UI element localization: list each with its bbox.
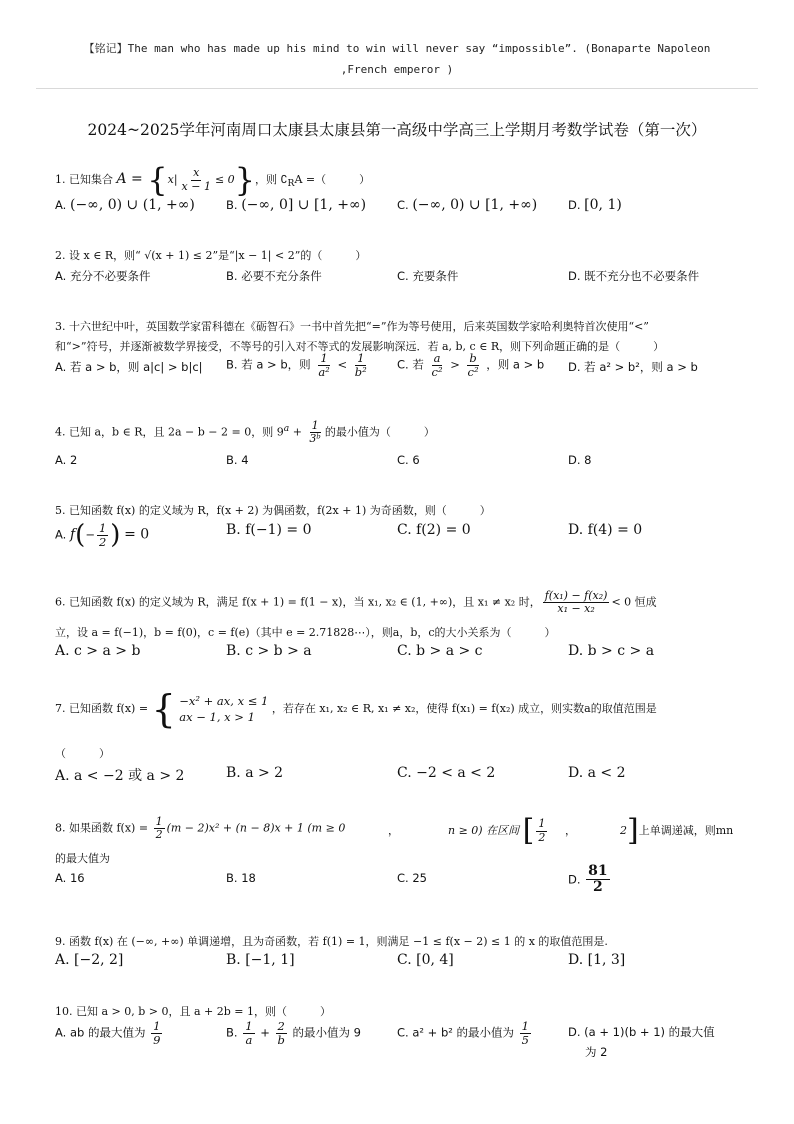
q8-two: 2 — [620, 824, 627, 837]
fraction — [543, 590, 610, 615]
question-7 — [55, 687, 657, 731]
num: 81 — [588, 863, 608, 879]
den: a — [245, 1032, 253, 1047]
opt-label: A. — [55, 1025, 67, 1040]
fraction — [316, 352, 331, 378]
opt-label: C. — [397, 1025, 409, 1040]
den: 2 — [155, 828, 163, 842]
motto-line-2: ,French emperor ) — [340, 63, 454, 76]
num: 1 — [357, 351, 365, 365]
q4-stem: 4. 已知 a，b ∈ R，且 2a − b − 2 = 0，则 9 — [55, 425, 284, 439]
q8-comma: ， — [388, 824, 399, 837]
q1-den: x − 1 — [181, 179, 211, 193]
q2-option-a[interactable]: A. 充分不必要条件 — [55, 269, 151, 283]
num: f(x₁) − f(x₂) — [544, 589, 608, 602]
den: 2 — [538, 830, 546, 844]
question-2: 2. 设 x ∈ R，则“ √(x + 1) ≤ 2”是“|x − 1| < 2”的（ ） — [55, 249, 367, 262]
right-paren: ) — [110, 520, 121, 551]
fraction — [243, 1020, 254, 1046]
q1-option-b[interactable] — [226, 197, 366, 213]
question-5: 5. 已知函数 f(x) 的定义域为 R，f(x + 2) 为偶函数，f(2x + 1) 为奇函数，则（ ） — [55, 504, 491, 517]
fraction — [154, 816, 165, 841]
opt-value: D. f(4) = 0 — [568, 522, 643, 538]
q2-option-d[interactable]: D. 既不充分也不必要条件 — [568, 269, 700, 283]
q2-option-b[interactable]: B. 必要不充分条件 — [226, 269, 322, 283]
q3-option-c[interactable] — [397, 352, 544, 378]
opt-label: B. — [226, 198, 238, 212]
q9-option-a[interactable] — [55, 952, 123, 968]
fraction — [520, 1020, 531, 1046]
num: 1 — [311, 419, 319, 432]
q1-stem: 1. 已知集合 — [55, 173, 113, 186]
q5-option-a[interactable]: A. f(− $\frac{1}{2}$ ) = 0 — [55, 520, 150, 551]
left-bracket: [ — [522, 813, 535, 848]
q1-post2: A =（ ） — [294, 173, 371, 186]
opt-value: A. a < −2 或 a > 2 — [55, 768, 185, 784]
q4-option-b[interactable]: B. 4 — [226, 453, 249, 467]
opt-value: D. [1, 3] — [568, 952, 626, 968]
q1-post: ，则 ∁ — [255, 173, 288, 186]
q8-option-a[interactable]: A. 16 — [55, 871, 85, 885]
q2-option-c[interactable]: C. 充要条件 — [397, 269, 459, 283]
question-8 — [55, 816, 345, 841]
q4-exp: a — [283, 422, 290, 434]
den: 5 — [521, 1032, 529, 1047]
opt-value: (−∞, 0] ∪ [1, +∞) — [241, 197, 367, 213]
fraction — [466, 352, 481, 378]
den: 3ᵇ — [309, 432, 321, 446]
num: 1 — [320, 351, 328, 365]
op: > — [450, 357, 460, 372]
q1-option-a[interactable] — [55, 197, 195, 213]
fraction — [307, 420, 322, 445]
opt-text: a² + b² 的最小值为 — [412, 1025, 515, 1040]
piecewise — [179, 693, 268, 725]
q6-option-c[interactable] — [397, 643, 483, 659]
opt-text: C. 若 — [397, 357, 424, 372]
q1-option-d[interactable] — [568, 197, 622, 213]
q3-option-a[interactable]: A. 若 a > b，则 a|c| > b|c| — [55, 360, 203, 374]
q3-option-d[interactable]: D. 若 a² > b²，则 a > b — [568, 360, 698, 374]
q4-plus: + — [289, 425, 306, 439]
opt-text-line-1: (a + 1)(b + 1) 的最大值 — [584, 1025, 715, 1039]
num: 1 — [538, 817, 546, 831]
fraction — [430, 352, 445, 378]
fraction — [353, 352, 369, 378]
opt-value: C. [0, 4] — [397, 952, 454, 968]
q4-option-c[interactable]: C. 6 — [397, 453, 420, 467]
q9-option-d[interactable] — [568, 952, 625, 968]
opt-label: A. — [55, 198, 67, 212]
q10-option-b[interactable] — [226, 1020, 361, 1046]
opt-label: D. — [568, 198, 581, 212]
left-brace: { — [147, 161, 168, 199]
num: 1 — [155, 815, 163, 828]
num: 1 — [153, 1019, 161, 1033]
num: 1 — [245, 1019, 253, 1033]
q3-option-b[interactable] — [226, 352, 371, 378]
opt-value: B. f(−1) = 0 — [226, 522, 312, 538]
question-7-line-2: （ ） — [55, 747, 110, 760]
q1-option-c[interactable] — [397, 197, 537, 213]
question-9: 9. 函数 f(x) 在 (−∞, +∞) 单调递增，且为奇函数，若 f(1) = 1，则满足 −1 ≤ f(x − 2) ≤ 1 的 x 的取值范围是. — [55, 935, 608, 948]
q4-option-a[interactable]: A. 2 — [55, 453, 78, 467]
q1-var: x| — [167, 173, 178, 186]
q8-expr: (m − 2)x² + (n − 8)x + 1 (m ≥ 0 — [166, 821, 346, 835]
num: 1 — [98, 521, 107, 535]
q1-set-name: A = — [116, 171, 148, 187]
den: b² — [354, 364, 367, 379]
page-title: 2024~2025学年河南周口太康县太康县第一高级中学高三上学期月考数学试卷（第一次） — [87, 121, 707, 139]
opt-value: D. b > c > a — [568, 643, 655, 659]
fraction — [275, 1020, 286, 1046]
den: b — [277, 1032, 285, 1047]
opt-value: (−∞, 0) ∪ (1, +∞) — [69, 197, 195, 213]
opt-value: B. c > b > a — [226, 643, 312, 659]
num: 1 — [521, 1019, 529, 1033]
piece-1: −x² + ax, x ≤ 1 — [179, 694, 269, 708]
divider — [36, 88, 758, 89]
piece-2: ax − 1, x > 1 — [179, 710, 255, 724]
den: x₁ − x₂ — [557, 602, 595, 616]
q1-sub: R — [287, 178, 295, 190]
question-8-line-2: 的最大值为 — [55, 852, 110, 865]
den: a² — [318, 364, 330, 379]
q6-post: < 0 恒成 — [611, 595, 657, 609]
q1-le: ≤ 0 — [214, 173, 235, 186]
fraction — [586, 864, 609, 896]
q6-stem: 6. 已知函数 f(x) 的定义域为 R，满足 f(x + 1) = f(1 − x)，当 x₁, x₂ ∈ (1, +∞)，且 x₁ ≠ x₂ 时， — [55, 595, 541, 609]
opt-value: C. b > a > c — [397, 643, 483, 659]
q6-option-a[interactable] — [55, 643, 140, 659]
q8-n: n ≥ 0) 在区间 — [448, 824, 520, 837]
q7-option-c[interactable] — [397, 765, 495, 781]
q8-tail — [620, 813, 734, 848]
q5-option-d[interactable] — [568, 522, 642, 538]
q8-option-c[interactable]: C. 25 — [397, 871, 427, 885]
opt-value: D. a < 2 — [568, 765, 626, 781]
q8-option-d[interactable] — [568, 864, 612, 896]
q1-num: x — [193, 166, 200, 180]
opt-text: ab 的最大值为 — [69, 1025, 146, 1040]
opt-text: B. 若 a > b，则 — [226, 357, 311, 372]
opt-value: B. [−1, 1] — [226, 952, 295, 968]
q7-option-b[interactable] — [226, 765, 283, 781]
right-brace: } — [234, 161, 256, 199]
q8-stem: 8. 如果函数 f(x) = — [55, 821, 149, 835]
q8-post: 上单调递减，则mn — [638, 824, 734, 837]
opt-text-line-2: 为 2 — [585, 1045, 608, 1059]
question-3-line-1: 3. 十六世纪中叶，英国数学家雷科德在《砺智石》一书中首先把“=”作为等号使用，后来英国数学家哈利奥特首次使用“<” — [55, 320, 649, 333]
q7-option-d[interactable] — [568, 765, 626, 781]
opt-label: A. — [55, 527, 67, 542]
opt-label: B. — [226, 1025, 238, 1040]
right-bracket: ] — [627, 813, 639, 848]
opt-value: B. a > 2 — [226, 765, 284, 781]
question-6-line-2: 立，设 a = f(−1)，b = f(0)，c = f(e)（其中 e = 2.71828⋯），则a，b，c的大小关系为（ ） — [55, 626, 556, 639]
q9-option-b[interactable] — [226, 952, 295, 968]
opt-value: A. c > a > b — [55, 643, 141, 659]
q8-option-b[interactable]: B. 18 — [226, 871, 256, 885]
den: 9 — [153, 1032, 161, 1047]
motto-line-1: 【铭记】The man who has made up his mind to win will never say “impossible”. (Bonaparte Napoleon — [83, 42, 711, 55]
num: b — [469, 351, 477, 365]
den: c² — [431, 364, 443, 379]
q6-option-d[interactable] — [568, 643, 654, 659]
opt-label: C. — [397, 198, 409, 212]
q10-option-d[interactable] — [568, 1022, 715, 1062]
q1-fraction — [180, 167, 213, 192]
question-6-line-1 — [55, 590, 657, 615]
num: a — [433, 351, 441, 365]
den: 2 — [98, 534, 107, 549]
question-3-line-2: 和“>”符号，并逐渐被数学界接受，不等号的引入对不等式的发展影响深远．若 a, b, c ∈ R，则下列命题正确的是（ ） — [55, 340, 665, 353]
question-10: 10. 已知 a > 0, b > 0，且 a + 2b = 1，则（ ） — [55, 1005, 332, 1018]
opt-label: D. — [568, 872, 581, 887]
q4-option-d[interactable]: D. 8 — [568, 453, 592, 467]
fraction — [536, 818, 547, 843]
opt-post: = 0 — [124, 526, 150, 543]
motto — [0, 38, 794, 80]
opt-value: C. f(2) = 0 — [397, 522, 471, 538]
q8-interval — [448, 813, 549, 848]
fraction — [151, 1020, 162, 1046]
q8-comma-2: ， — [565, 824, 576, 837]
opt-value: (−∞, 0) ∪ [1, +∞) — [412, 197, 538, 213]
den: c² — [467, 364, 479, 379]
fn-name: f — [69, 526, 76, 543]
opt-label: D. — [568, 1025, 581, 1039]
opt-value: C. −2 < a < 2 — [397, 765, 496, 781]
opt-text: 的最小值为 9 — [292, 1025, 361, 1040]
opt-value: [0, 1) — [584, 197, 622, 213]
q7-stem: 7. 已知函数 f(x) = — [55, 702, 149, 715]
q7-post: ，若存在 x₁, x₂ ∈ R, x₁ ≠ x₂，使得 f(x₁) = f(x₂) 成立，则实数a的取值范围是 — [271, 702, 657, 715]
left-brace: { — [151, 687, 176, 731]
q10-option-a[interactable] — [55, 1020, 164, 1046]
op: < — [337, 357, 348, 372]
opt-text: ，则 a > b — [486, 357, 545, 372]
q9-option-c[interactable] — [397, 952, 454, 968]
num: 2 — [277, 1019, 285, 1033]
q6-option-b[interactable] — [226, 643, 312, 659]
q5-option-b[interactable] — [226, 522, 311, 538]
fraction — [97, 522, 108, 548]
op: + — [260, 1025, 270, 1040]
q5-option-c[interactable] — [397, 522, 471, 538]
left-paren: ( — [75, 520, 86, 551]
question-1 — [55, 161, 371, 199]
opt-value: A. [−2, 2] — [55, 952, 124, 968]
question-4 — [55, 420, 435, 445]
den: 2 — [593, 879, 603, 896]
q4-post: 的最小值为（ ） — [324, 425, 435, 439]
q10-option-c[interactable] — [397, 1020, 533, 1046]
q7-option-a[interactable] — [55, 765, 184, 785]
